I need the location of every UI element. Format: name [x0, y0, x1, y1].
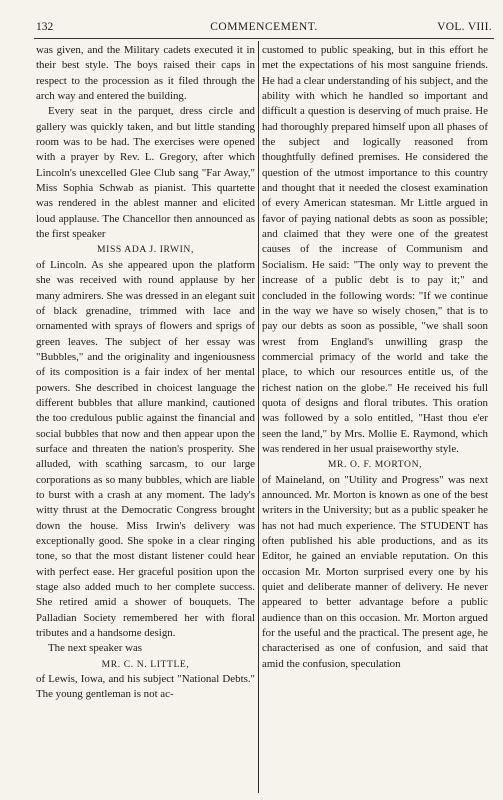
paragraph: Every seat in the parquet, dress circle and gallery was quickly taken, and but little standing room was to be had. The exercises were opened with a prayer by Rev. L. Gregory, after which Lincoln's unexcelled Glee Club sang "Far Away," Miss Sophia Schwab as pianist. This quartette was rendered in the ablest manner and elicited loud applause. The Chancellor then announced as the first speaker — [36, 105, 255, 241]
speaker-heading: MISS ADA J. IRWIN, — [97, 244, 194, 256]
column-divider — [258, 41, 259, 793]
paragraph: of Maineland, on "Utility and Progress" was next announced. Mr. Morton is known as one of the best writers in the University; but as a public speaker he has not had much experience. The STUDENT has often published his able productions, and as its Editor, he gained an enviable reputation. On this occasion Mr. Morton surprised every one by his quiet and deliberate manner of delivery. He never appeared to better advantage before a public audience than on this occasion. Mr. Morton argued for the useful and the practical. The present age, he characterised as one of confusion, and said that amid the confusion, speculation — [262, 473, 488, 670]
speaker-heading: MR. C. N. LITTLE, — [101, 658, 190, 670]
page-number: 132 — [36, 21, 54, 33]
speaker-heading: MR. O. F. MORTON, — [327, 459, 423, 471]
paragraph: of Lincoln. As she appeared upon the platform she was received with round applause by her many admirers. She was dressed in an elegant suit of black grenadine, trimmed with lace and ornamented with sprays of flowers and sprigs of green leaves. The subject of her essay was "Bubbles," and the originality and ingeniousness of its composition is a fair index of her mental powers. She described in choicest language the different bubbles that allure mankind, cautioned the too credulous public against the financial and social bubbles that now and then appear upon the surface and threaten the nation's prosperity. She alluded, with scathing sarcasm, to our large corporations as so many bubbles, which are liable to burst with a crash at any moment. The lady's witty thrust at the Democratic Congress brought down the house. Miss Irwin's delivery was exceptionally good. She spoke in a clear ringing tone, so that the most distant listener could hear with perfect ease. Her graceful position upon the stage also added much to her complete success. She retired amid a shower of bouquets. The Palladian Society remembered her with floral tributes and a handsome design. — [36, 258, 255, 640]
paragraph: of Lewis, Iowa, and his subject "National Debts." The young gentleman is not ac- — [36, 673, 255, 701]
right-column — [262, 43, 488, 672]
paragraph: was given, and the Military cadets executed it in their best style. The boys raised their caps in respect to the procession as it filed through the arch way and entered the building. — [36, 44, 255, 103]
left-column — [36, 43, 255, 703]
paragraph: The next speaker was — [48, 642, 143, 655]
volume-label: VOL. VIII. — [437, 21, 492, 33]
paragraph: customed to public speaking, but in this effort he met the expectations of his most sanguine friends. He had a clear understanding of his subject, and the ability with which he handled so important and difficult a question is deserving of much praise. He had thoroughly prepared himself upon all phases of the subject and logically reasoned from thoughtfully defined premises. He considered the question of the utmost importance to this country and thought that it needed the closest examination of every American statesman. Mr Little argued in favor of paying national debts as soon as possible; and claimed that they were one of the greatest causes of the increase of Communism and Socialism. He said: "The only way to prevent the increase of a public debt is to pay it;" and concluded in the following words: "If we continue in the way we have so wisely chosen," that is to pay our debts as soon as possible, "we shall soon wrest from England's unwilling grasp the commercial primacy of the world and take the place, to which our resources entitle us, of the richest nation on the globe." He received his full quota of designs and floral tributes. This oration was followed by a solo entitled, "Hast thou e'er seen the land," by Mrs. Mollie E. Raymond, which was rendered in her usual praiseworthy style. — [262, 44, 488, 455]
page-header — [36, 21, 492, 35]
running-title: COMMENCEMENT. — [210, 21, 318, 33]
header-rule — [34, 38, 494, 39]
